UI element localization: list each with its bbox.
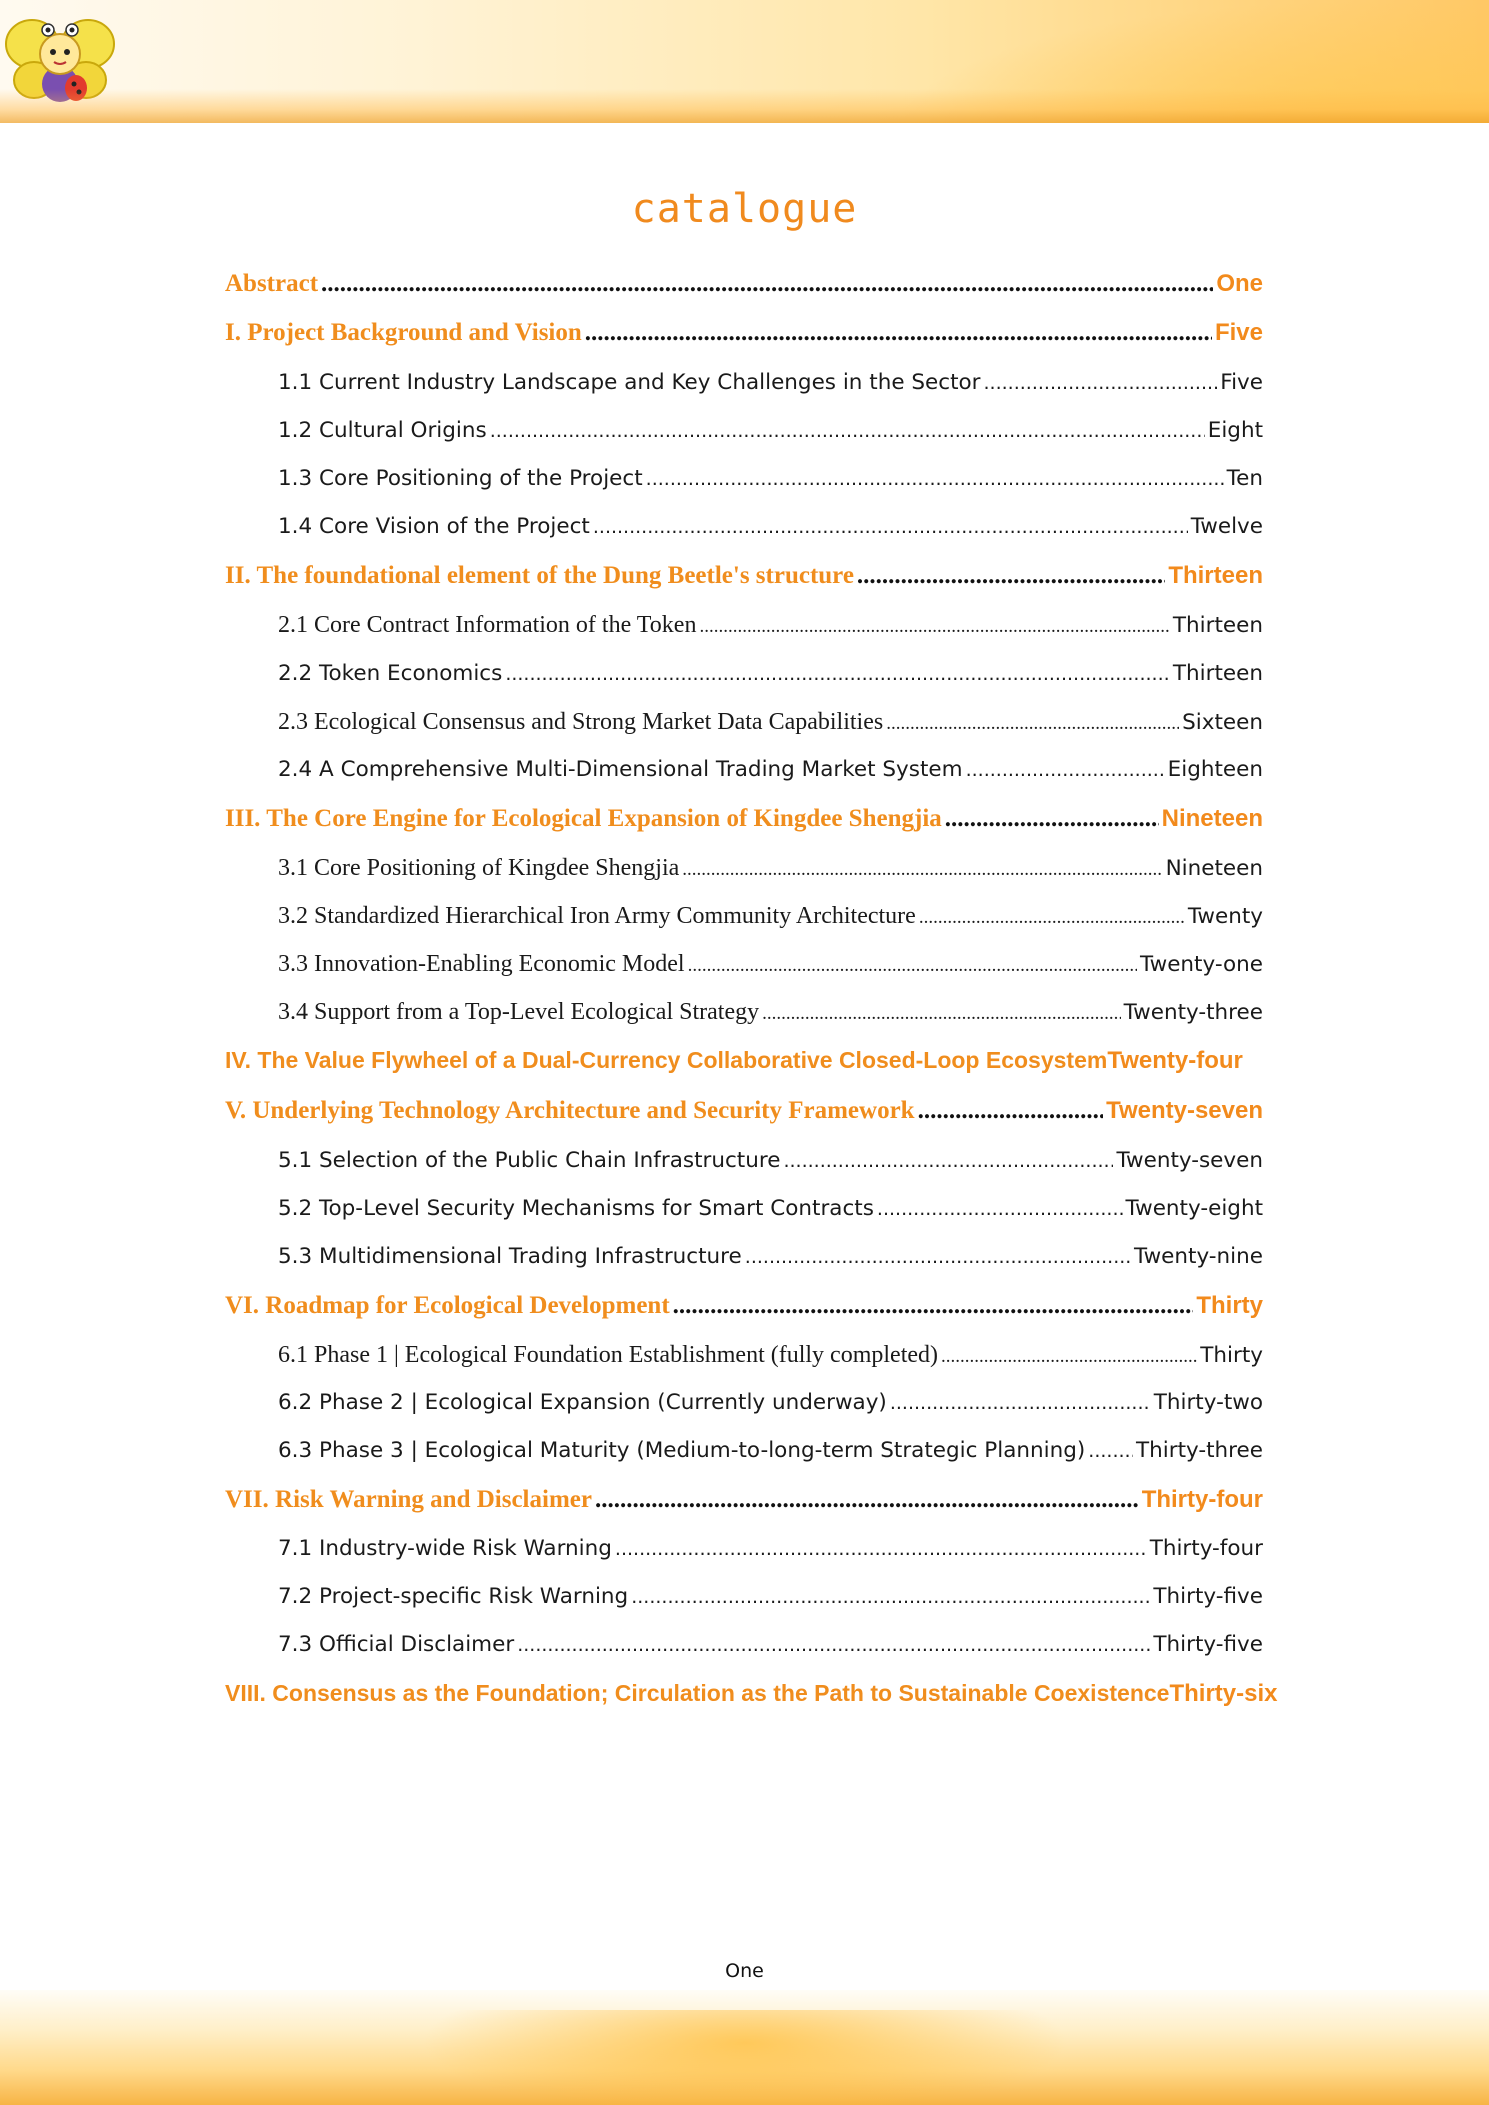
dot-leader xyxy=(783,1150,1113,1172)
toc-subentry[interactable] xyxy=(278,757,1263,797)
toc-subentry[interactable] xyxy=(278,1148,1263,1188)
toc-subentry[interactable] xyxy=(278,370,1263,410)
toc-entry[interactable] xyxy=(225,1486,1263,1530)
toc-entry-label: 3.2 Standardized Hierarchical Iron Army Community Architecture xyxy=(278,903,916,929)
toc-entry[interactable] xyxy=(225,1097,1263,1141)
toc-entry-label: I. Project Background and Vision xyxy=(225,319,582,346)
toc-entry-label: 6.1 Phase 1 | Ecological Foundation Establishment (fully completed) xyxy=(278,1342,939,1368)
toc-entry-label: 2.4 A Comprehensive Multi-Dimensional Trading Market System xyxy=(278,757,963,782)
toc-subentry[interactable] xyxy=(278,661,1263,701)
dot-leader xyxy=(490,420,1205,442)
toc-entry-label: II. The foundational element of the Dung Beetle's structure xyxy=(225,562,854,589)
dot-leader xyxy=(890,1392,1151,1414)
page-number: One xyxy=(725,1960,764,1982)
footer-banner xyxy=(0,1990,1489,2105)
header-glow xyxy=(889,0,1489,123)
toc-subentry[interactable] xyxy=(278,418,1263,458)
header-banner xyxy=(0,0,1489,123)
toc-entry-label: Abstract xyxy=(225,270,319,297)
dot-leader xyxy=(762,1003,1120,1025)
toc-entry-label: VII. Risk Warning and Disclaimer xyxy=(225,1486,592,1513)
toc-entry-page: Twenty-seven xyxy=(1116,1148,1263,1173)
toc-entry-label: 1.3 Core Positioning of the Project xyxy=(278,466,643,491)
toc-subentry[interactable] xyxy=(278,612,1263,652)
toc-entry-page: Thirteen xyxy=(1172,661,1263,686)
toc-entry-label: V. Underlying Technology Architecture and Security Framework xyxy=(225,1097,915,1124)
toc-entry-page: Five xyxy=(1214,319,1263,346)
dot-leader xyxy=(673,1292,1194,1320)
toc-entry-page: Thirteen xyxy=(1168,562,1263,589)
dot-leader xyxy=(1088,1440,1133,1462)
dot-leader xyxy=(886,713,1179,735)
toc-entry-label: 6.2 Phase 2 | Ecological Expansion (Currently underway) xyxy=(278,1390,887,1415)
toc-entry-page: One xyxy=(1216,270,1263,297)
toc-entry-label: 7.2 Project-specific Risk Warning xyxy=(278,1584,629,1609)
dot-leader xyxy=(682,859,1162,881)
dot-leader xyxy=(941,1346,1197,1368)
toc-subentry[interactable] xyxy=(278,1438,1263,1478)
toc-entry-label: 3.3 Innovation-Enabling Economic Model xyxy=(278,951,685,977)
toc-entry-label: 2.3 Ecological Consensus and Strong Market Data Capabilities xyxy=(278,709,884,735)
toc-entry-page: Twenty-one xyxy=(1140,952,1263,977)
dot-leader xyxy=(688,955,1137,977)
dot-leader xyxy=(505,663,1170,685)
dot-leader xyxy=(615,1538,1147,1560)
toc-subentry[interactable] xyxy=(278,466,1263,506)
toc-entry[interactable] xyxy=(225,805,1263,849)
toc-entry-page: Thirty-five xyxy=(1153,1584,1263,1609)
toc-entry-label: 1.2 Cultural Origins xyxy=(278,418,487,443)
toc-entry-label: 3.4 Support from a Top-Level Ecological Strategy xyxy=(278,999,760,1025)
toc-entry-label: VIII. Consensus as the Foundation; Circulation as the Path to Sustainable Coexistence xyxy=(225,1680,1170,1706)
toc-entry-label: 1.1 Current Industry Landscape and Key Challenges in the Sector xyxy=(278,370,981,395)
toc-entry-page: Five xyxy=(1220,370,1263,395)
toc-entry-label: 3.1 Core Positioning of Kingdee Shengjia xyxy=(278,855,680,881)
toc-entry[interactable] xyxy=(225,1047,1305,1091)
dot-leader xyxy=(984,372,1218,394)
dot-leader xyxy=(966,759,1165,781)
toc-subentry[interactable] xyxy=(278,1536,1263,1576)
toc-subentry[interactable] xyxy=(278,903,1263,943)
toc-entry-page: Thirty-six xyxy=(1169,1680,1278,1707)
toc-entry-label: 6.3 Phase 3 | Ecological Maturity (Medium-to-long-term Strategic Planning) xyxy=(278,1438,1086,1463)
toc-entry-page: Thirty-four xyxy=(1149,1536,1263,1561)
toc-subentry[interactable] xyxy=(278,999,1263,1039)
toc-entry-label: 5.2 Top-Level Security Mechanisms for Smart Contracts xyxy=(278,1196,874,1221)
dot-leader xyxy=(631,1586,1150,1608)
dot-leader xyxy=(595,1486,1139,1514)
toc-subentry[interactable] xyxy=(278,514,1263,554)
toc-subentry[interactable] xyxy=(278,1244,1263,1284)
toc-subentry[interactable] xyxy=(278,1196,1263,1236)
toc-entry-label: 2.1 Core Contract Information of the Token xyxy=(278,612,697,638)
butterfly-mascot-logo xyxy=(2,6,118,106)
toc-subentry[interactable] xyxy=(278,1390,1263,1430)
toc-entry-page: Twenty-nine xyxy=(1134,1244,1263,1269)
toc-entry[interactable] xyxy=(225,562,1263,606)
dot-leader xyxy=(593,516,1188,538)
dot-leader xyxy=(918,1097,1103,1125)
toc-entry-label: 1.4 Core Vision of the Project xyxy=(278,514,590,539)
toc-entry[interactable] xyxy=(225,319,1263,363)
toc-entry-label: 5.1 Selection of the Public Chain Infrastructure xyxy=(278,1148,781,1173)
toc-entry-page: Twenty-eight xyxy=(1125,1196,1263,1221)
toc-entry-page: Thirty xyxy=(1200,1343,1263,1368)
toc-entry-label: 7.1 Industry-wide Risk Warning xyxy=(278,1536,612,1561)
dot-leader xyxy=(585,319,1212,347)
toc-subentry[interactable] xyxy=(278,1584,1263,1624)
toc-subentry[interactable] xyxy=(278,951,1263,991)
toc-entry-label: 2.2 Token Economics xyxy=(278,661,503,686)
toc-entry[interactable] xyxy=(225,1680,1341,1724)
toc-entry[interactable] xyxy=(225,270,1263,314)
toc-entry-page: Ten xyxy=(1226,466,1263,491)
toc-subentry[interactable] xyxy=(278,1632,1263,1672)
dot-leader xyxy=(646,468,1224,490)
toc-entry-page: Thirty-two xyxy=(1153,1390,1263,1415)
toc-subentry[interactable] xyxy=(278,855,1263,895)
toc-subentry[interactable] xyxy=(278,1342,1263,1382)
toc-entry-page: Nineteen xyxy=(1161,805,1263,832)
toc-entry-page: Eight xyxy=(1207,418,1263,443)
toc-entry-page: Thirty-four xyxy=(1141,1486,1263,1513)
toc-entry-page: Twenty-four xyxy=(1107,1047,1243,1074)
toc-entry-page: Twenty-seven xyxy=(1106,1097,1263,1124)
toc-entry-label: 5.3 Multidimensional Trading Infrastructure xyxy=(278,1244,742,1269)
toc-entry-page: Twenty-three xyxy=(1123,1000,1263,1025)
dot-leader xyxy=(745,1246,1131,1268)
dot-leader xyxy=(699,616,1169,638)
page-title: catalogue xyxy=(631,186,858,232)
toc-entry-page: Thirty-three xyxy=(1136,1438,1263,1463)
dot-leader xyxy=(517,1634,1150,1656)
dot-leader xyxy=(321,270,1213,298)
toc-entry-page: Thirty xyxy=(1196,1292,1263,1319)
toc-entry-page: Eighteen xyxy=(1167,757,1263,782)
toc-entry-page: Thirteen xyxy=(1172,613,1263,638)
dot-leader xyxy=(877,1198,1123,1220)
toc-entry-page: Twenty xyxy=(1187,904,1263,929)
dot-leader xyxy=(945,805,1159,833)
toc-entry-page: Twelve xyxy=(1190,514,1263,539)
dot-leader xyxy=(919,907,1185,929)
toc-entry-label: IV. The Value Flywheel of a Dual-Currency Collaborative Closed-Loop Ecosystem xyxy=(225,1047,1108,1073)
toc-entry-label: 7.3 Official Disclaimer xyxy=(278,1632,515,1657)
toc-entry-page: Nineteen xyxy=(1165,856,1263,881)
toc-entry-page: Sixteen xyxy=(1182,710,1263,735)
footer-glow xyxy=(420,2010,1070,2105)
toc-entry-label: VI. Roadmap for Ecological Development xyxy=(225,1292,670,1319)
toc-entry-page: Thirty-five xyxy=(1153,1632,1263,1657)
toc-subentry[interactable] xyxy=(278,709,1263,749)
toc-entry[interactable] xyxy=(225,1292,1263,1336)
toc-entry-label: III. The Core Engine for Ecological Expansion of Kingdee Shengjia xyxy=(225,805,942,832)
dot-leader xyxy=(857,562,1165,590)
